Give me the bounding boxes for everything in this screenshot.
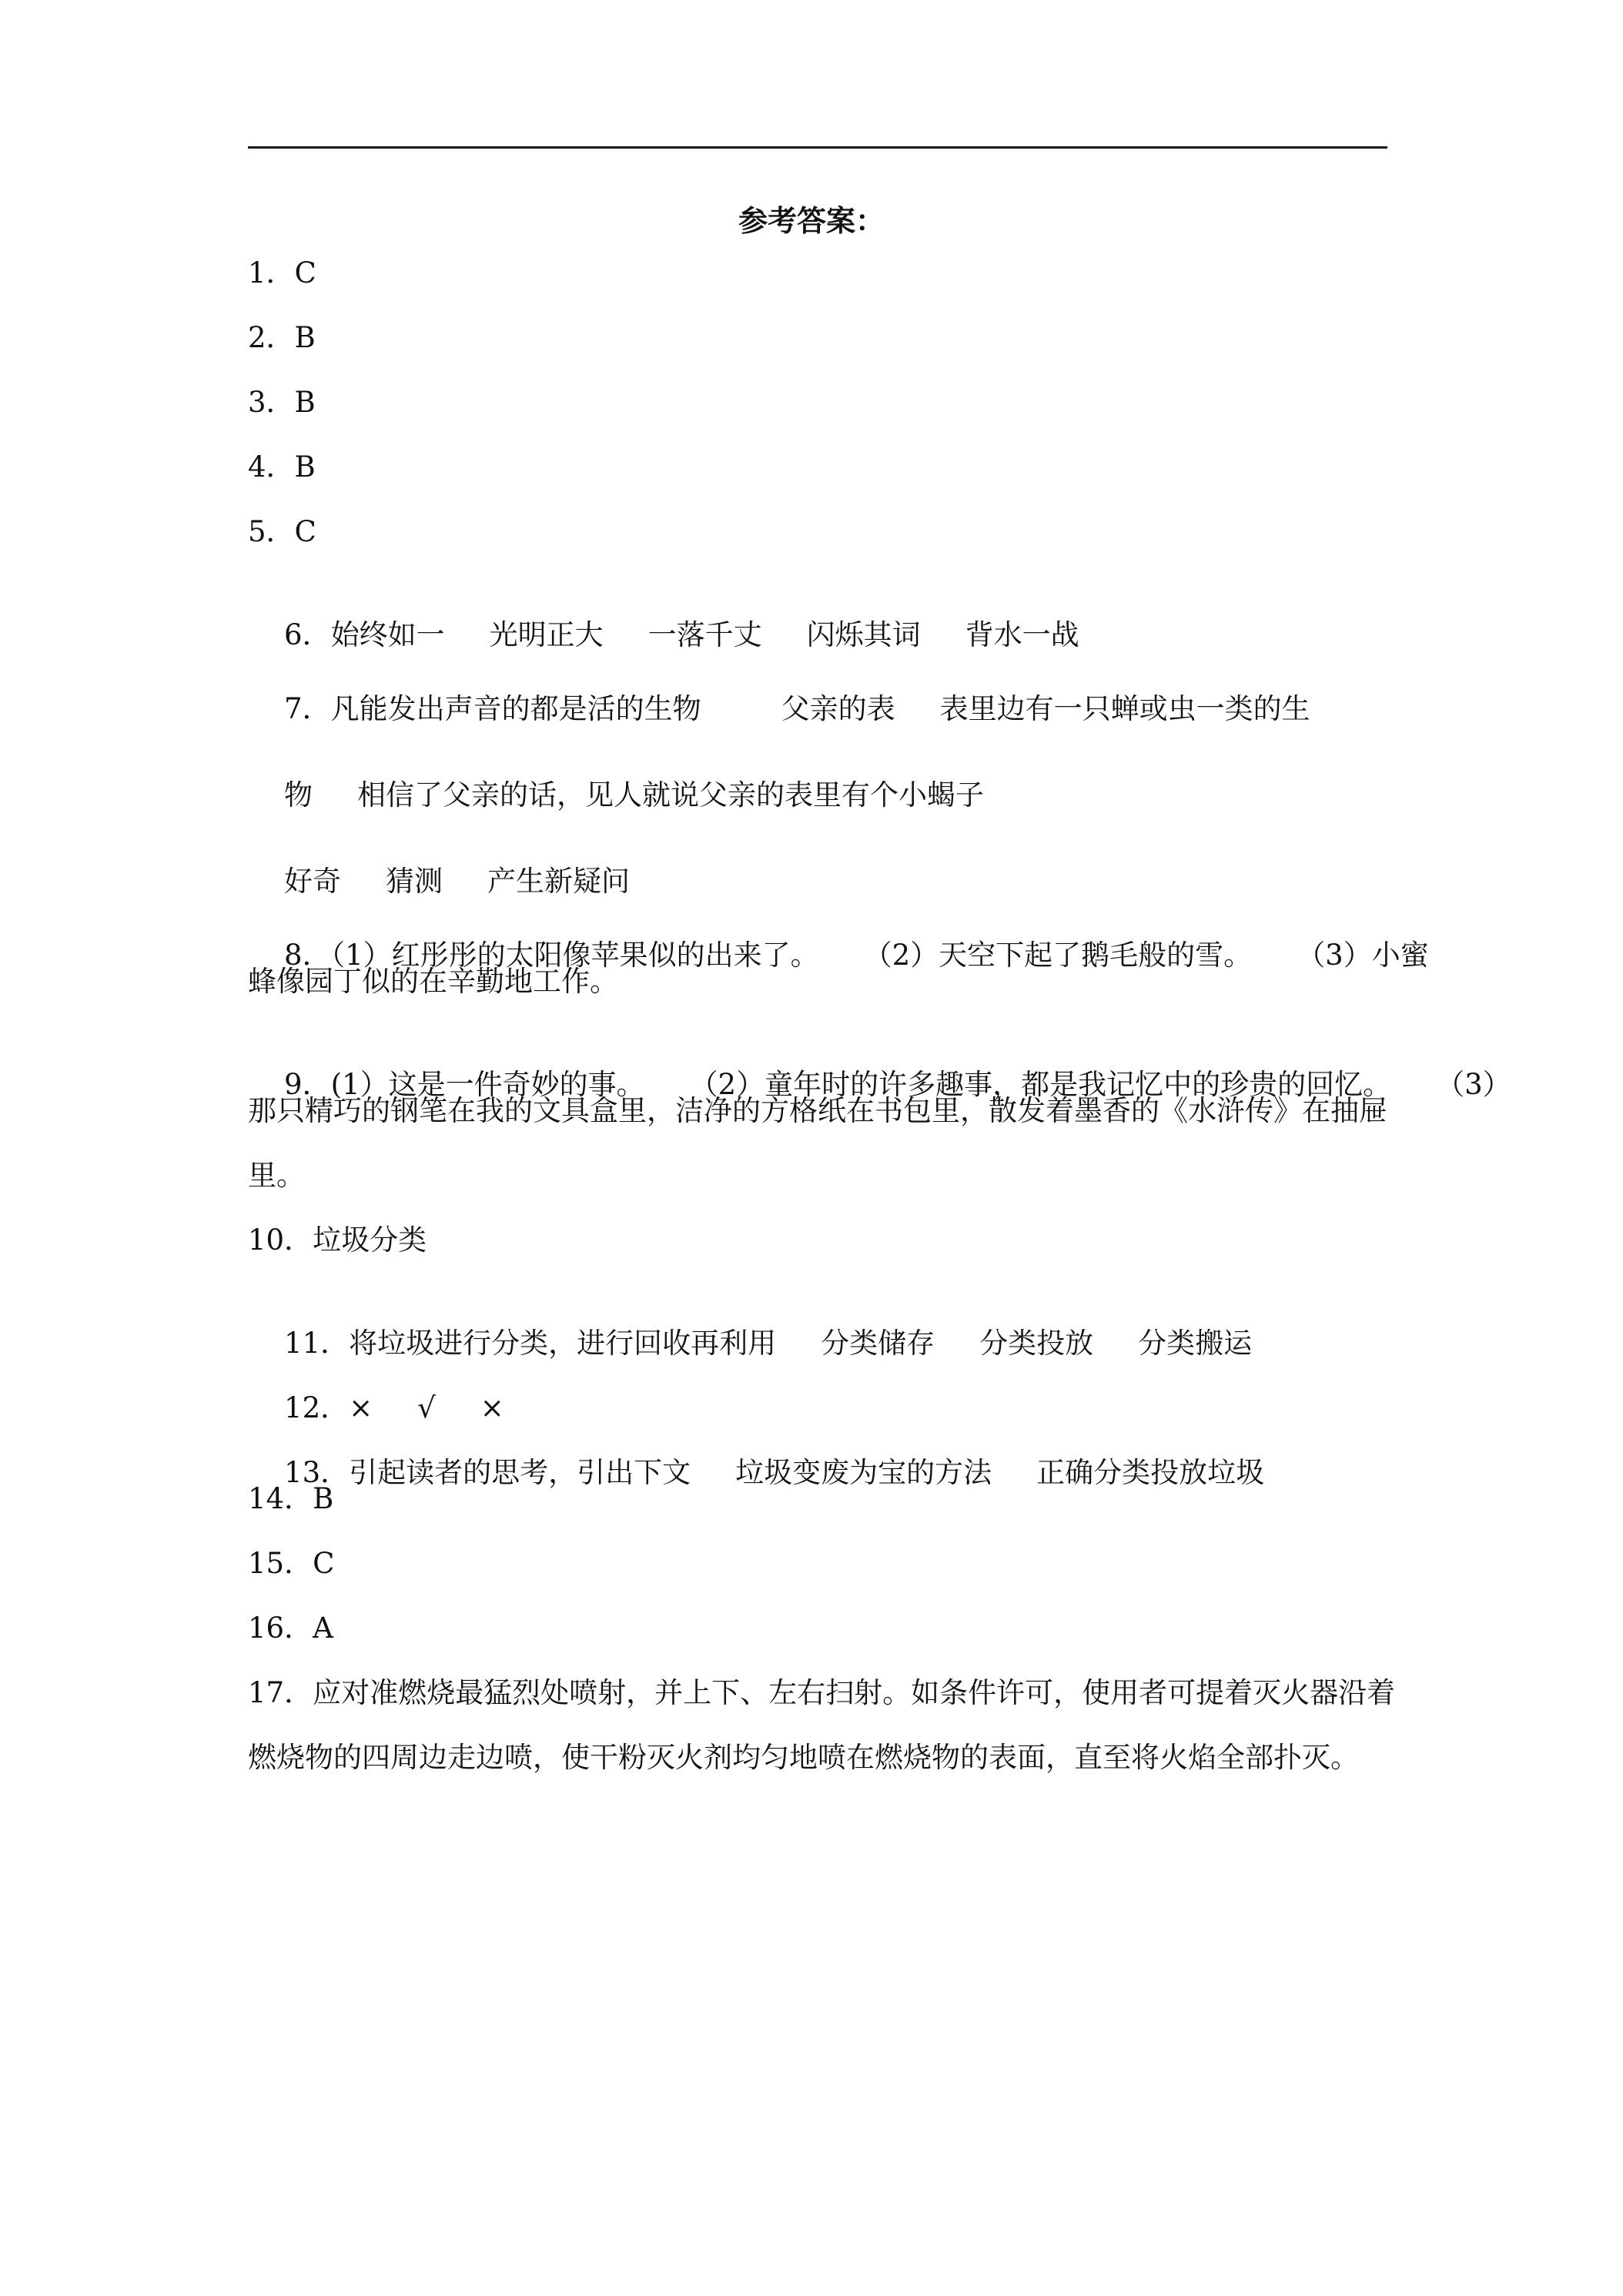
answer-11-part: 分类储存 [821, 1327, 935, 1360]
answer-15: 15．C [248, 1547, 335, 1580]
answer-6-item: 一落千丈 [648, 618, 762, 651]
answer-13-part: 正确分类投放垃圾 [1036, 1456, 1265, 1489]
answer-12-mark: × [349, 1391, 373, 1424]
answer-7-part: 物 [284, 778, 313, 812]
answer-9-line-2: 那只精巧的钢笔在我的文具盒里，洁净的方格纸在书包里，散发着墨香的《水浒传》在抽屉 [248, 1094, 1387, 1127]
answer-12-mark: × [480, 1391, 504, 1424]
answer-11-part: 分类搬运 [1138, 1327, 1253, 1360]
answer-11-part: 分类投放 [979, 1327, 1094, 1360]
answer-3: 3．B [248, 386, 316, 419]
answer-13-part: 垃圾变废为宝的方法 [735, 1456, 992, 1489]
answer-9-part: 9．(1）这是一件奇妙的事。 [284, 1068, 645, 1101]
answer-7-part: 猜测 [386, 865, 443, 898]
answer-4: 4．B [248, 450, 316, 484]
answer-7-part: 7．凡能发出声音的都是活的生物 [284, 692, 701, 725]
answer-7-part: 父亲的表 [781, 692, 895, 725]
answer-12-mark: √ [417, 1391, 436, 1424]
answer-7-part: 产生新疑问 [487, 865, 631, 898]
answer-16: 16．A [248, 1612, 333, 1645]
answer-2: 2．B [248, 321, 316, 354]
answer-13-part: 13．引起读者的思考，引出下文 [284, 1456, 691, 1489]
answer-9-part: （2）童年时的许多趣事，都是我记忆中的珍贵的回忆。 [689, 1068, 1392, 1101]
page-title: 参考答案： [738, 203, 885, 238]
answer-8-part: 8．（1）红彤彤的太阳像苹果似的出来了。 [284, 939, 819, 972]
answer-7-part: 相信了父亲的话，见人就说父亲的表里有个小蝎子 [357, 778, 985, 812]
answer-6-number: 6． [284, 618, 331, 651]
answer-9-part: （3） [1436, 1068, 1511, 1101]
answer-11-part: 11．将垃圾进行分类，进行回收再利用 [284, 1327, 777, 1360]
header-rule [248, 146, 1387, 149]
answer-6-item: 背水一战 [965, 618, 1079, 651]
answer-5: 5．C [248, 515, 316, 548]
answer-6-item: 光明正大 [489, 618, 604, 651]
answer-12-number: 12． [284, 1391, 350, 1424]
answer-14: 14．B [248, 1482, 334, 1515]
answer-9-line-3: 里。 [248, 1159, 305, 1192]
answer-17-line-1: 17．应对准燃烧最猛烈处喷射，并上下、左右扫射。如条件许可，使用者可提着灭火器沿着 [248, 1676, 1396, 1709]
answer-7-part: 表里边有一只蝉或虫一类的生 [939, 692, 1310, 725]
answer-8-part: （3）小蜜 [1297, 939, 1429, 972]
answer-8-line-2: 蜂像园丁似的在辛勤地工作。 [248, 965, 618, 998]
answer-8-part: （2）天空下起了鹅毛般的雪。 [863, 939, 1253, 972]
answer-10: 10．垃圾分类 [248, 1223, 427, 1257]
answer-6-item: 闪烁其词 [806, 618, 921, 651]
answer-17-line-2: 燃烧物的四周边走边喷，使干粉灭火剂均匀地喷在燃烧物的表面，直至将火焰全部扑灭。 [248, 1741, 1359, 1774]
answer-6-item: 始终如一 [330, 618, 445, 651]
answer-7-part: 好奇 [284, 865, 342, 898]
answer-13 [248, 1415, 1264, 1531]
answer-1: 1．C [248, 256, 316, 290]
